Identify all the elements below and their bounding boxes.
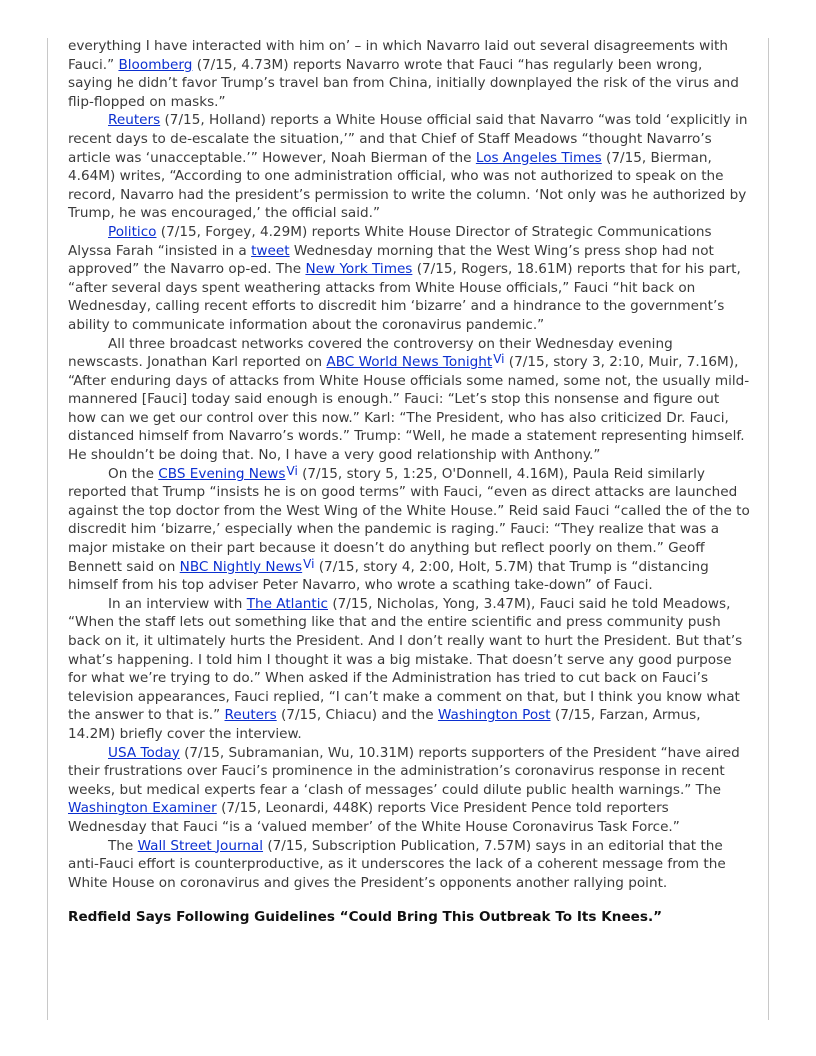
left-margin-rule bbox=[47, 38, 48, 1020]
paragraph-cbs-nbc: On the CBS Evening News$^{Vi}$ (7/15, story 5, 1:25, O'Donnell, 4.16M), Paula Reid similarly reported that Trump “insists he is on good terms” with Fauci, “even as direct attacks are launched against the top doctor from the West Wing of the White House.” Reid said Fauci “called the of the to discredit him ‘bizarre,’ especially when the pandemic is raging.” Fauci: “They realize that was a major mistake on their part because it doesn’t do anything but reflect poorly on them.” Geoff Bennett said on NBC Nightly News$^{Vi}$ (7/15, story 4, 2:00, Holt, 5.7M) that Trump is “distancing himself from his top adviser Peter Navarro, who wrote a scathing take-down” of Fauci. bbox=[68, 463, 750, 594]
paragraph-wall-street-journal: The Wall Street Journal (7/15, Subscription Publication, 7.57M) says in an editorial that the anti-Fauci effort is counterproductive, as it underscores the lack of a coherent message from the White House on coronavirus and gives the President’s opponents another rallying point. bbox=[68, 837, 726, 891]
link-wall-street-journal[interactable]: Wall Street Journal bbox=[137, 837, 264, 854]
link-reuters[interactable]: Reuters bbox=[108, 112, 161, 129]
link-bloomberg[interactable]: Bloomberg bbox=[118, 56, 193, 73]
video-icon[interactable]: Vi bbox=[303, 556, 315, 571]
paragraph-usa-today: USA Today (7/15, Subramanian, Wu, 10.31M) reports supporters of the President “have aired their frustrations over Fauci’s prominence in the administration’s coronavirus response in recent weeks, but medical experts fear a ‘clash of messages’ could dilute public health warnings.” The Washington Examiner (7/15, Leonardi, 448K) reports Vice President Pence told reporters Wednesday that Fauci “is a ‘valued member’ of the White House Coronavirus Task Force.” bbox=[68, 744, 740, 835]
paragraph-bloomberg: everything I have interacted with him on’ – in which Navarro laid out several disagreements with Fauci.” Bloomberg (7/15, 4.73M) reports Navarro wrote that Fauci “has regularly been wrong, saying he didn’t favor Trump’s travel ban from China, initially downplayed the risk of the virus and flip-flopped on masks.” bbox=[68, 38, 739, 110]
link-cbs-evening-news[interactable]: CBS Evening News bbox=[158, 465, 286, 482]
link-nbc-nightly-news[interactable]: NBC Nightly News bbox=[179, 558, 303, 575]
link-new-york-times[interactable]: New York Times bbox=[305, 261, 413, 278]
paragraph-atlantic-interview: In an interview with The Atlantic (7/15, Nicholas, Yong, 3.47M), Fauci said he told Meadows, “When the staff lets out something like that and the entire scientific and press community push back on it, it ultimately hurts the President. And I don’t really want to hurt the President. But that’s what’s happening. I told him I thought it was a big mistake. That doesn’t serve any good purpose for what we’re trying to do.” When asked if the Administration has tried to cut back on Fauci’s television appearances, Fauci replied, “I can’t make a comment on that, but I think you know what the answer to that is.” Reuters (7/15, Chiacu) and the Washington Post (7/15, Farzan, Armus, 14.2M) briefly cover the interview. bbox=[68, 595, 743, 742]
link-the-atlantic[interactable]: The Atlantic bbox=[246, 595, 328, 612]
paragraph-reuters: Reuters (7/15, Holland) reports a White House official said that Navarro “was told ‘explicitly in recent days to de-escalate the situation,’” and that Chief of Staff Meadows “thought Navarro’s article was ‘unacceptable.’” However, Noah Bierman of the Los Angeles Times (7/15, Bierman, 4.64M) writes, “According to one administration official, who was not authorized to speak on the record, Navarro had the president’s permission to write the column. ‘Not only was he authorized by Trump, he was encouraged,’ the official said.” bbox=[68, 112, 748, 222]
document-body bbox=[68, 37, 751, 927]
link-abc-world-news-tonight[interactable]: ABC World News Tonight bbox=[326, 354, 493, 371]
video-icon[interactable]: Vi bbox=[493, 352, 505, 367]
section-headline: Redfield Says Following Guidelines “Could Bring This Outbreak To Its Knees.” bbox=[68, 909, 663, 926]
link-usa-today[interactable]: USA Today bbox=[108, 744, 180, 761]
link-politico[interactable]: Politico bbox=[108, 223, 157, 240]
video-icon[interactable]: Vi bbox=[286, 463, 298, 478]
right-margin-rule bbox=[768, 38, 769, 1020]
link-los-angeles-times[interactable]: Los Angeles Times bbox=[475, 149, 602, 166]
link-tweet[interactable]: tweet bbox=[251, 242, 290, 259]
paragraph-politico: Politico (7/15, Forgey, 4.29M) reports White House Director of Strategic Communications Alyssa Farah “insisted in a tweet Wednesday morning that the West Wing’s press shop had not approved” the Navarro op-ed. The New York Times (7/15, Rogers, 18.61M) reports that for his part, “after several days spent weathering attacks from White House officials,” Fauci “hit back on Wednesday, calling recent efforts to discredit him ‘bizarre’ and a hindrance to the government’s ability to communicate information about the coronavirus pandemic.” bbox=[68, 223, 741, 333]
link-washington-examiner[interactable]: Washington Examiner bbox=[68, 800, 217, 817]
link-reuters-2[interactable]: Reuters bbox=[224, 707, 277, 724]
paragraph-broadcast-networks: All three broadcast networks covered the controversy on their Wednesday evening newscasts. Jonathan Karl reported on ABC World News Tonight$^{Vi}$ (7/15, story 3, 2:10, Muir, 7.16M), “After enduring days of attacks from White House officials some named, some not, the usually mild-mannered [Fauci] today said enough is enough.” Fauci: “Let’s stop this nonsense and figure out how can we get our control over this now.” Karl: “The President, who has also criticized Dr. Fauci, distanced himself from Navarro’s words.” Trump: “Well, he made a statement representing himself. He shouldn’t be doing that. No, I have a very good relationship with Anthony.” bbox=[68, 335, 750, 464]
link-washington-post[interactable]: Washington Post bbox=[437, 707, 551, 724]
